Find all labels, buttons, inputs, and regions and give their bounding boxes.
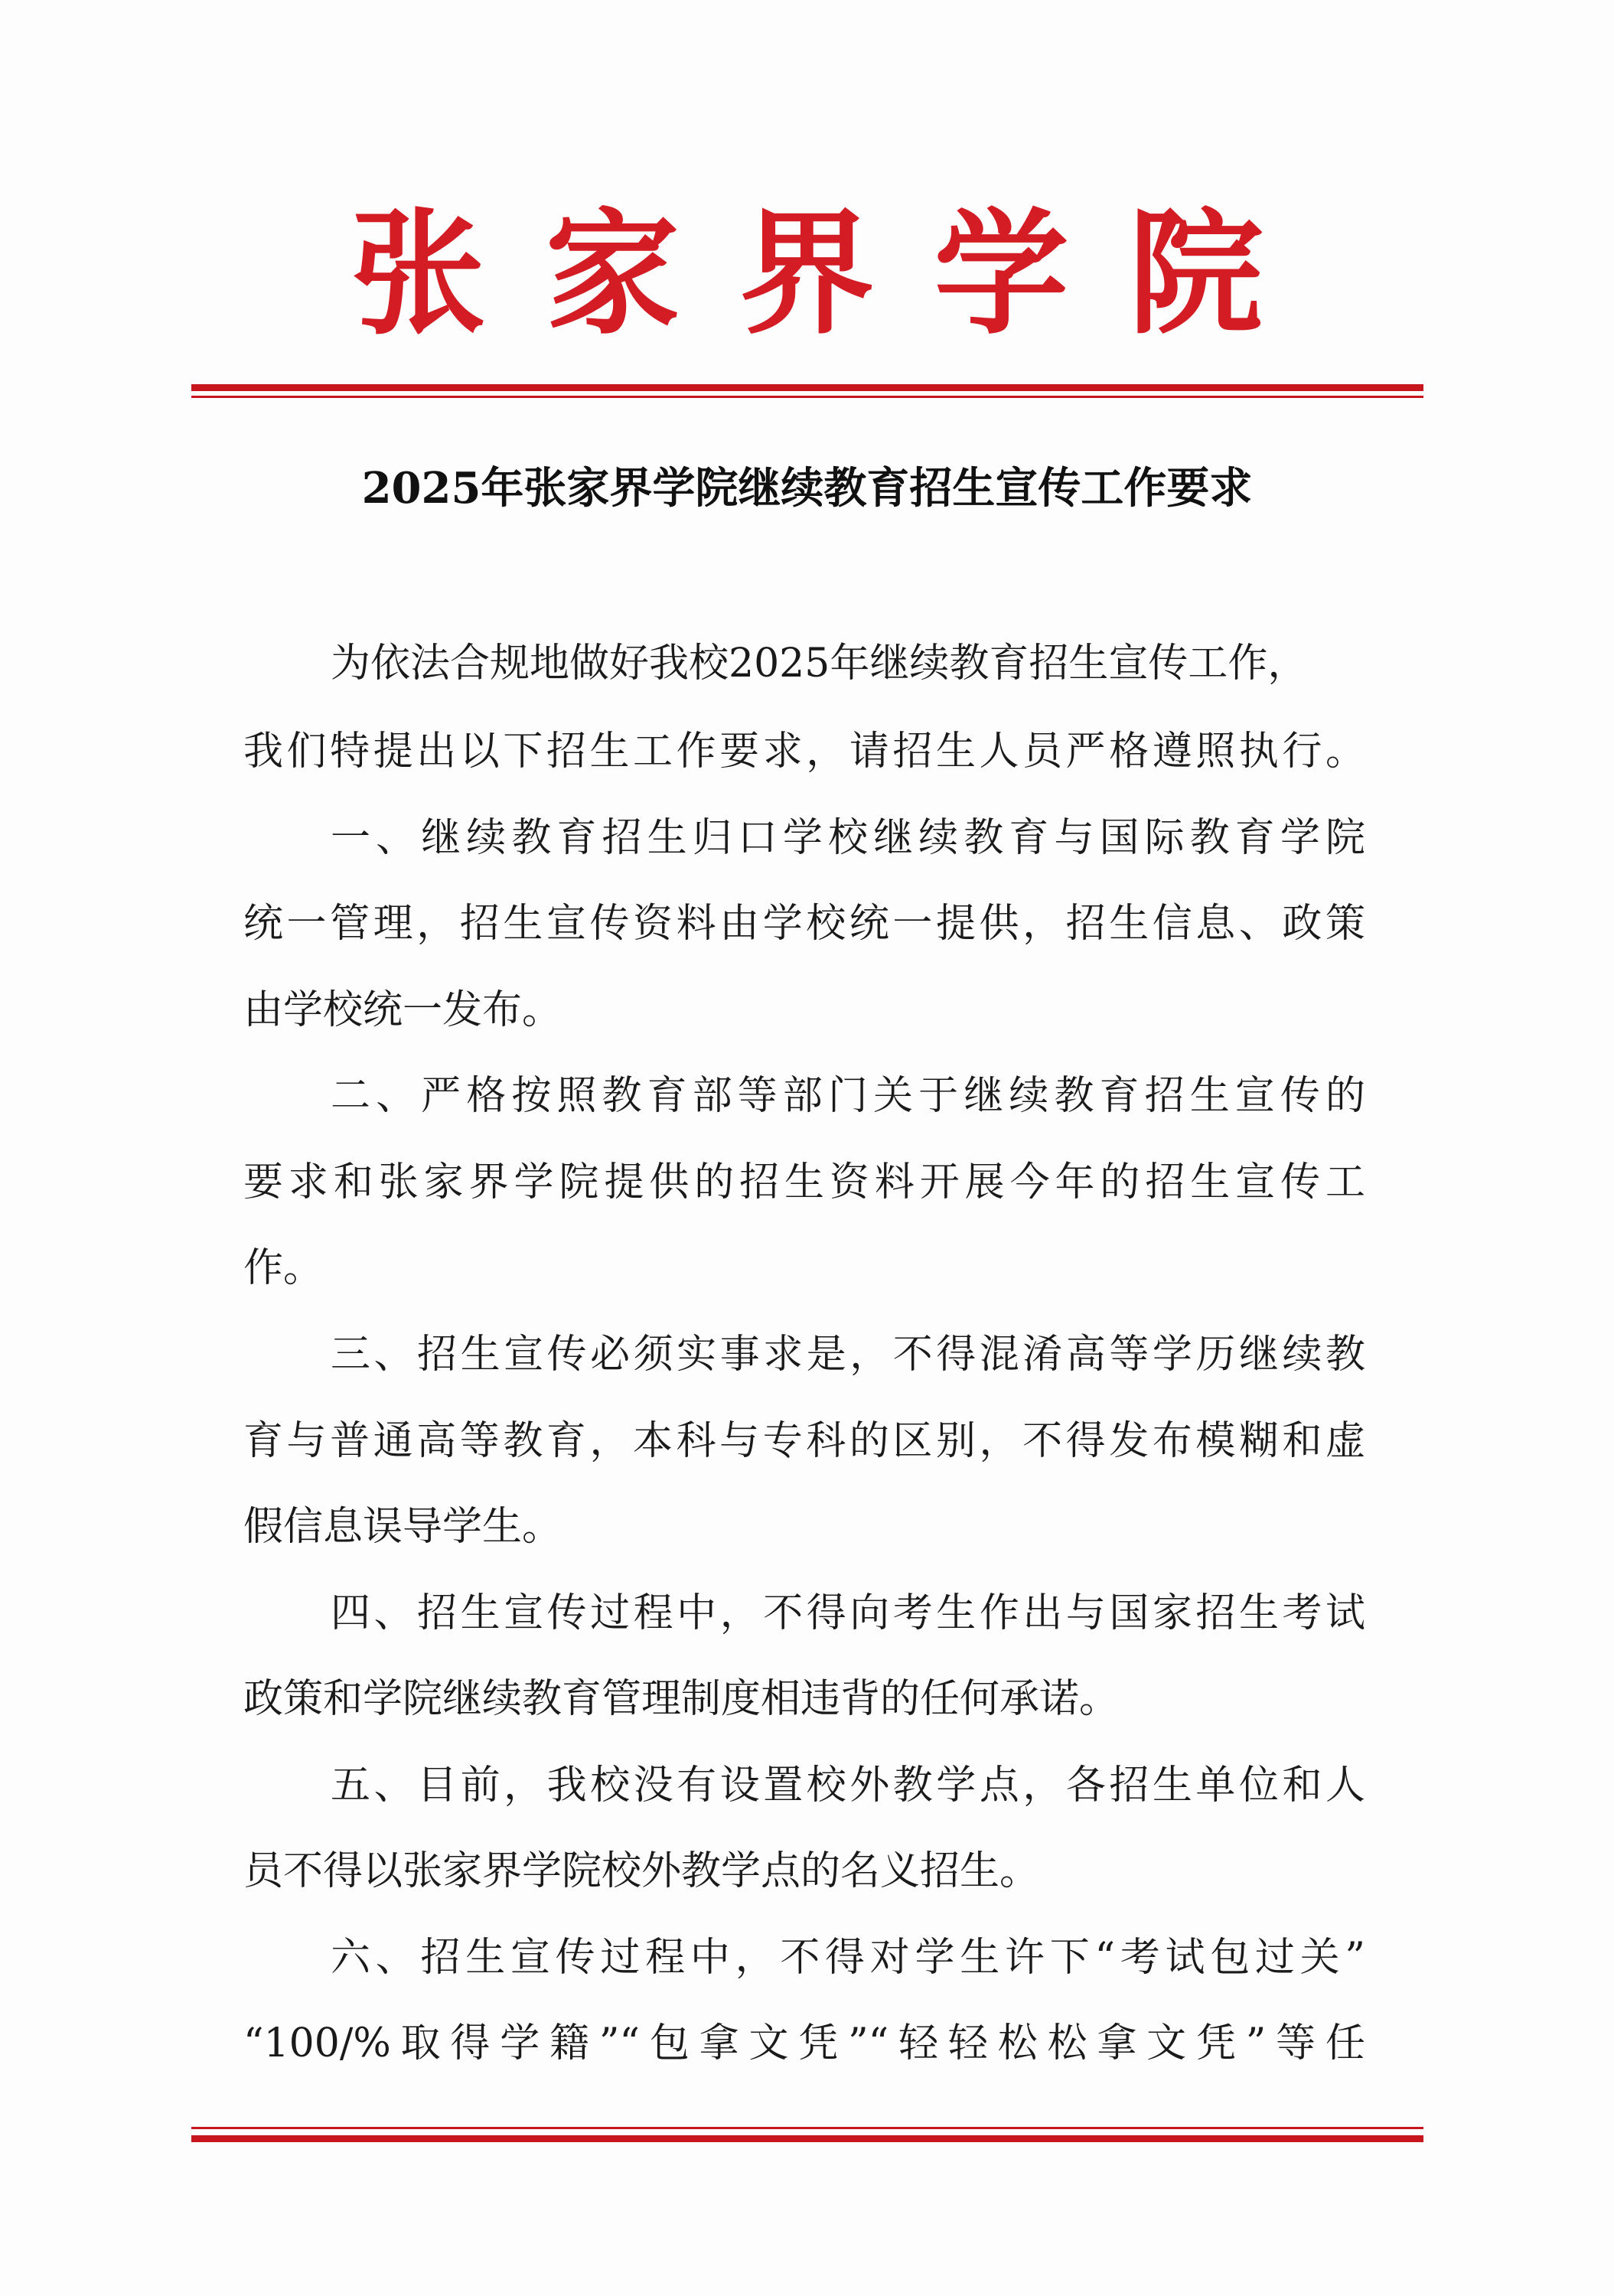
body-line: 三、招生宣传必须实事求是，不得混淆高等学历继续教 — [331, 1332, 1365, 1378]
footer-rule-thin — [191, 2127, 1423, 2129]
body-line: 六、招生宣传过程中，不得对学生许下“考试包过关” — [331, 1935, 1365, 1981]
body-line: 五、目前，我校没有设置校外教学点，各招生单位和人 — [331, 1763, 1365, 1808]
body-line: 一、继续教育招生归口学校继续教育与国际教育学院 — [331, 815, 1365, 861]
header-rule-thick — [191, 384, 1423, 391]
body-line: 员不得以张家界学院校外教学点的名义招生。 — [243, 1848, 1040, 1894]
body-line: 统一管理，招生宣传资料由学校统一提供，招生信息、政策 — [243, 901, 1365, 947]
body-line: “100/%取得学籍”“包拿文凭”“轻轻松松拿文凭”等任 — [243, 2020, 1365, 2066]
header-rule-thin — [191, 396, 1423, 398]
body-line: 育与普通高等教育，本科与专科的区别，不得发布模糊和虚 — [243, 1418, 1365, 1464]
body-line: 由学校统一发布。 — [243, 987, 562, 1033]
document-title: 2025年张家界学院继续教育招生宣传工作要求 — [361, 463, 1253, 514]
body-line: 要求和张家界学院提供的招生资料开展今年的招生宣传工 — [243, 1159, 1365, 1205]
body-line: 假信息误导学生。 — [243, 1504, 562, 1550]
body-line: 四、招生宣传过程中，不得向考生作出与国家招生考试 — [331, 1590, 1365, 1636]
body-line: 作。 — [243, 1245, 324, 1291]
footer-rule-thick — [191, 2135, 1423, 2142]
body-line: 二、严格按照教育部等部门关于继续教育招生宣传的 — [331, 1073, 1365, 1119]
body-line: 为依法合规地做好我校2025年继续教育招生宣传工作， — [331, 641, 1308, 687]
institution-header: 张家界学院 — [351, 194, 1323, 353]
body-line: 我们特提出以下招生工作要求，请招生人员严格遵照执行。 — [243, 729, 1365, 775]
body-line: 政策和学院继续教育管理制度相违背的任何承诺。 — [243, 1676, 1120, 1722]
